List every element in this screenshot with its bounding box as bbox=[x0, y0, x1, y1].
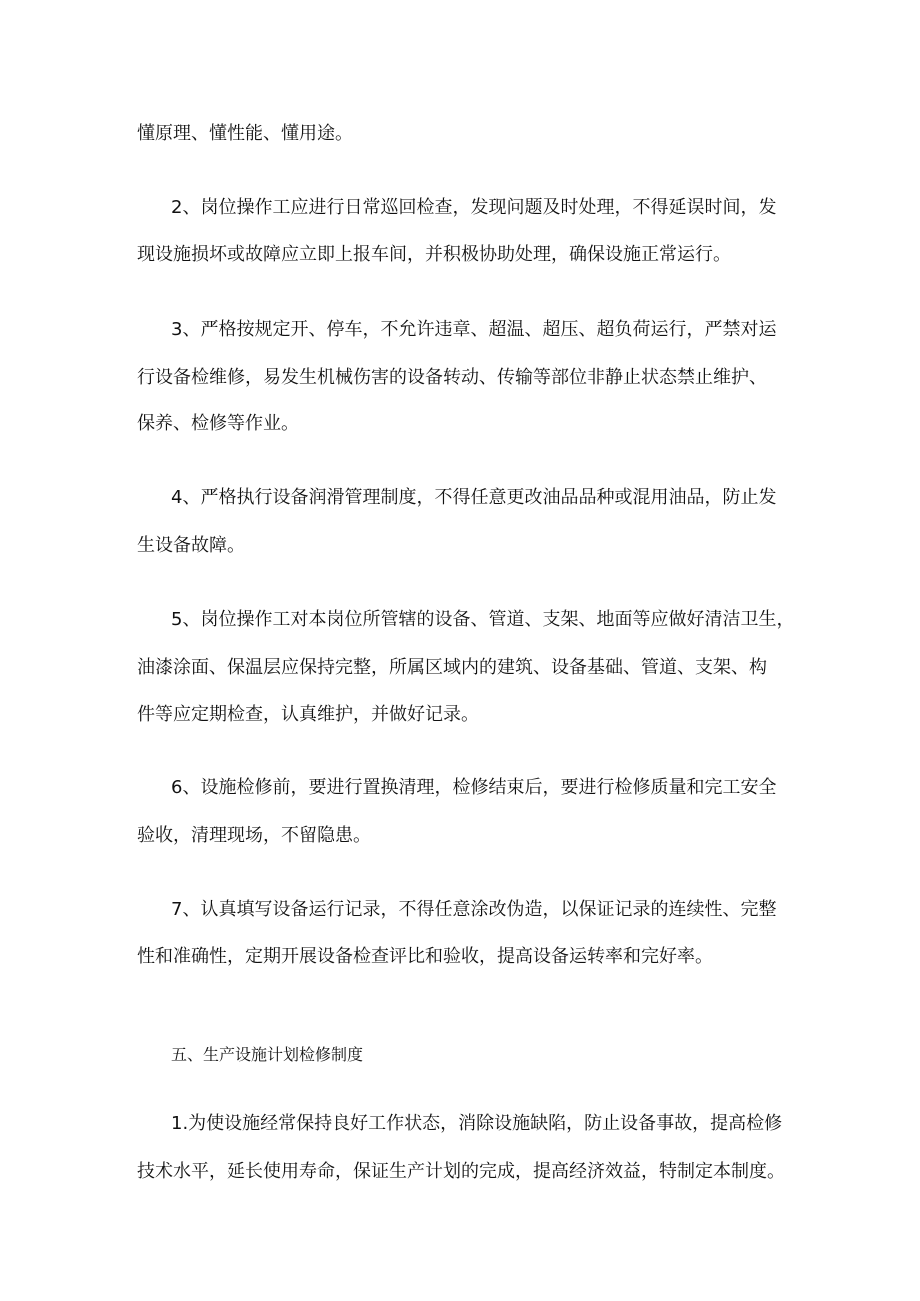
intro-tail-text: 懂原理、懂性能、懂用途。 bbox=[137, 123, 353, 144]
section-heading: 五、生产设施计划检修制度 bbox=[171, 1045, 364, 1064]
item-6-line-2: 验收，清理现场，不留隐患。 bbox=[137, 825, 371, 846]
item-7-line-2: 性和准确性，定期开展设备检查评比和验收，提高设备运转率和完好率。 bbox=[137, 946, 713, 967]
item-7-line-1: 7、认真填写设备运行记录，不得任意涂改伪造，以保证记录的连续性、完整 bbox=[171, 899, 777, 920]
item-4-line-1: 4、严格执行设备润滑管理制度，不得任意更改油品品种或混用油品，防止发 bbox=[171, 487, 777, 508]
item-2-line-1: 2、岗位操作工应进行日常巡回检查，发现问题及时处理，不得延误时间，发 bbox=[171, 197, 777, 218]
item-3-line-2: 行设备检维修，易发生机械伤害的设备转动、传输等部位非静止状态禁止维护、 bbox=[137, 367, 767, 388]
item-5-line-3: 件等应定期检查，认真维护，并做好记录。 bbox=[137, 704, 479, 725]
item-2-line-2: 现设施损坏或故障应立即上报车间，并积极协助处理，确保设施正常运行。 bbox=[137, 244, 731, 265]
item-6-line-1: 6、设施检修前，要进行置换清理，检修结束后，要进行检修质量和完工安全 bbox=[171, 777, 777, 798]
item-4-line-2: 生设备故障。 bbox=[137, 535, 245, 556]
item-3-line-3: 保养、检修等作业。 bbox=[137, 413, 299, 434]
item-3-line-1: 3、严格按规定开、停车，不允许违章、超温、超压、超负荷运行，严禁对运 bbox=[171, 319, 777, 340]
item-5-line-1: 5、岗位操作工对本岗位所管辖的设备、管道、支架、地面等应做好清洁卫生， bbox=[171, 609, 795, 630]
section-item-1-line-2: 技术水平，延长使用寿命，保证生产计划的完成，提高经济效益，特制定本制度。 bbox=[137, 1161, 785, 1182]
item-5-line-2: 油漆涂面、保温层应保持完整，所属区域内的建筑、设备基础、管道、支架、构 bbox=[137, 657, 767, 678]
section-item-1-line-1: 1.为使设施经常保持良好工作状态，消除设施缺陷，防止设备事故，提高检修 bbox=[171, 1113, 783, 1134]
